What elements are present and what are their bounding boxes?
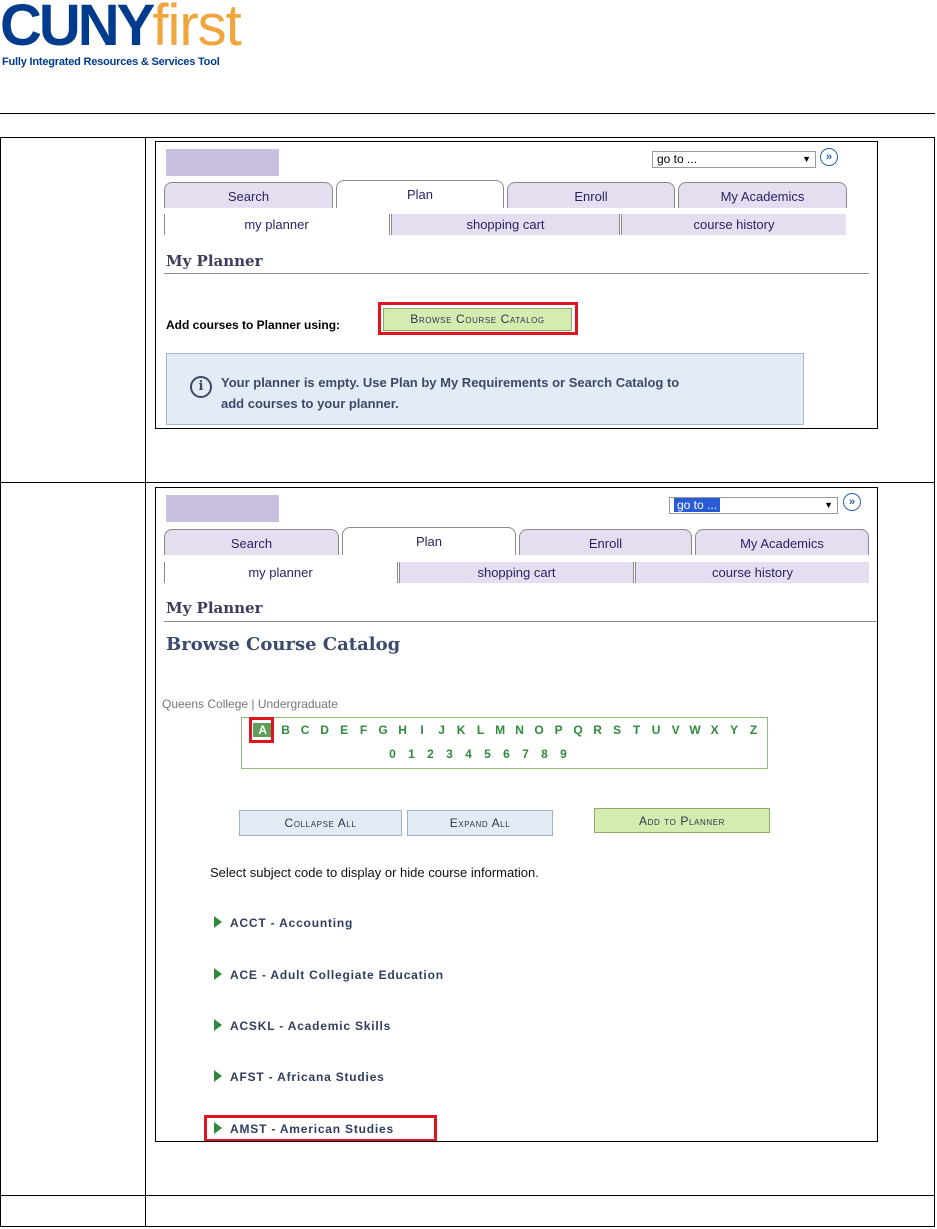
letter-link[interactable]: F [359, 723, 368, 737]
planner-screenshot-2 [155, 487, 878, 1142]
chevron-down-icon: ▼ [802, 154, 811, 164]
empty-planner-message [166, 353, 804, 425]
institution-career: Queens College | Undergraduate [162, 697, 338, 711]
chevron-down-icon: ▼ [824, 500, 833, 510]
expand-triangle-icon [214, 968, 222, 980]
letter-link[interactable]: Z [749, 723, 758, 737]
subtab-shopping-cart[interactable]: shopping cart [400, 562, 633, 583]
subtab-my-planner[interactable]: my planner [164, 214, 389, 235]
letter-link[interactable]: Q [573, 723, 583, 737]
expand-triangle-icon [214, 1019, 222, 1031]
digit-link[interactable]: 2 [427, 747, 434, 761]
digit-links [383, 747, 573, 761]
goto-dropdown[interactable]: go to ... ▼ [652, 151, 816, 168]
subtab-shopping-cart[interactable]: shopping cart [392, 214, 619, 235]
go-arrow-icon[interactable]: » [843, 493, 861, 511]
digit-link[interactable]: 5 [484, 747, 491, 761]
letter-link[interactable]: G [378, 723, 388, 737]
header-divider [0, 113, 935, 114]
subtab-my-planner[interactable]: my planner [164, 562, 397, 583]
subject-item[interactable]: AFST - Africana Studies [214, 1070, 385, 1084]
add-to-planner-button[interactable]: Add to Planner [594, 808, 770, 833]
subject-item-amst[interactable]: AMST - American Studies [214, 1122, 394, 1136]
tab-search[interactable]: Search [164, 529, 339, 555]
message-line-2: add courses to your planner. [221, 396, 399, 411]
subtab-course-history[interactable]: course history [636, 562, 869, 583]
letter-link[interactable]: N [515, 723, 524, 737]
highlight-box [249, 717, 274, 743]
tab-enroll[interactable]: Enroll [519, 529, 692, 555]
letter-link[interactable]: V [671, 723, 680, 737]
digit-link[interactable]: 0 [389, 747, 396, 761]
redacted-block [166, 149, 279, 176]
letter-link[interactable]: T [632, 723, 641, 737]
letter-link[interactable]: K [456, 723, 466, 737]
subtab-course-history[interactable]: course history [622, 214, 846, 235]
table-column-divider [145, 137, 146, 1227]
letter-link[interactable]: L [476, 723, 485, 737]
table-row-divider [0, 482, 935, 483]
letter-link[interactable]: P [554, 723, 563, 737]
table-row-divider [0, 1195, 935, 1196]
add-courses-label: Add courses to Planner using: [166, 318, 341, 332]
letter-link[interactable]: H [398, 723, 407, 737]
expand-triangle-icon [214, 916, 222, 928]
letter-link[interactable]: S [613, 723, 622, 737]
instruction-text: Select subject code to display or hide course information. [210, 865, 539, 880]
letter-link[interactable]: X [710, 723, 719, 737]
letter-a-link[interactable]: A [253, 723, 273, 737]
digit-link[interactable]: 4 [465, 747, 472, 761]
letter-link[interactable]: I [420, 723, 424, 737]
letter-link[interactable]: E [340, 723, 349, 737]
browse-catalog-title: Browse Course Catalog [166, 634, 401, 655]
tab-plan[interactable]: Plan [336, 180, 504, 208]
subject-item[interactable]: ACE - Adult Collegiate Education [214, 968, 444, 982]
goto-dropdown[interactable]: go to ... ▼ [669, 497, 838, 514]
heading-rule [164, 273, 869, 274]
tab-plan[interactable]: Plan [342, 527, 516, 555]
expand-triangle-icon [214, 1070, 222, 1082]
page-title: My Planner [166, 252, 263, 270]
info-icon: i [190, 376, 212, 398]
message-line-1: Your planner is empty. Use Plan by My Requirements or Search Catalog to [221, 375, 680, 390]
subtab-left-border [164, 214, 165, 235]
highlight-box [378, 302, 578, 335]
digit-link[interactable]: 3 [446, 747, 453, 761]
planner-screenshot-1 [155, 141, 878, 429]
letter-link[interactable]: R [593, 723, 602, 737]
highlight-box [204, 1115, 437, 1142]
collapse-all-button[interactable]: Collapse All [239, 810, 402, 836]
go-arrow-icon[interactable]: » [820, 148, 838, 166]
logo-wordmark: CUNYfirst [0, 0, 241, 58]
letter-link[interactable]: C [300, 723, 310, 737]
browse-course-catalog-button[interactable]: Browse Course Catalog [383, 308, 572, 331]
digit-link[interactable]: 7 [522, 747, 529, 761]
letter-link[interactable]: Y [730, 723, 739, 737]
expand-all-button[interactable]: Expand All [407, 810, 553, 836]
digit-link[interactable]: 8 [541, 747, 548, 761]
digit-link[interactable]: 6 [503, 747, 510, 761]
letter-link[interactable]: M [495, 723, 506, 737]
letter-links [253, 723, 763, 737]
letter-link[interactable]: U [651, 723, 661, 737]
logo-tagline: Fully Integrated Resources & Services Tool [2, 56, 220, 68]
digit-link[interactable]: 1 [408, 747, 415, 761]
subtab-left-border [164, 562, 165, 583]
page-title: My Planner [166, 599, 263, 617]
tab-search[interactable]: Search [164, 182, 333, 208]
subject-item[interactable]: ACCT - Accounting [214, 916, 353, 930]
redacted-block [166, 495, 279, 522]
subject-item[interactable]: ACSKL - Academic Skills [214, 1019, 391, 1033]
tab-enroll[interactable]: Enroll [507, 182, 675, 208]
digit-link[interactable]: 9 [560, 747, 567, 761]
letter-link[interactable]: B [281, 723, 290, 737]
letter-link[interactable]: D [320, 723, 329, 737]
tab-my-academics[interactable]: My Academics [695, 529, 869, 555]
heading-rule [164, 621, 877, 622]
letter-link[interactable]: O [534, 723, 544, 737]
letter-link[interactable]: W [689, 723, 701, 737]
tab-my-academics[interactable]: My Academics [678, 182, 847, 208]
letter-link[interactable]: J [438, 723, 445, 737]
